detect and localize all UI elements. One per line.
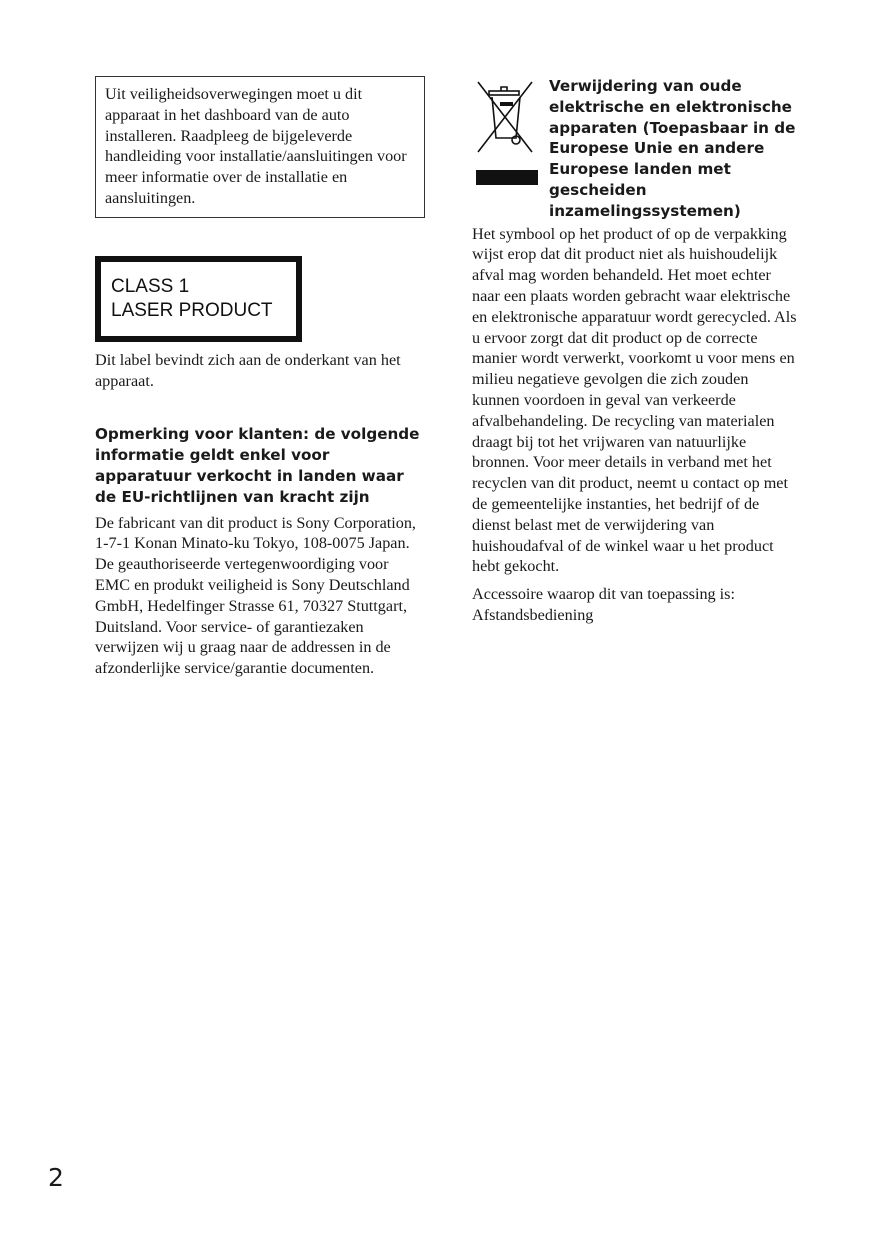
eu-note-body: De fabricant van dit product is Sony Corporation, 1-7-1 Konan Minato-ku Tokyo, 108-0075 Japan. De geauthoriseerde vertegenwoordiging voor EMC en produkt veiligheid is Sony Deutschland GmbH, Hedelfinger Strasse 61, 70327 Stuttgart, Duitsland. Voor service- of garantiezaken verwijzen wij u graag naar de addressen in de afzonderlijke service/garantie documenten. bbox=[95, 513, 416, 678]
weee-header bbox=[472, 76, 797, 222]
right-column bbox=[472, 76, 797, 626]
laser-label-line1: CLASS 1 bbox=[111, 275, 190, 297]
eu-note-heading: Opmerking voor klanten: de volgende informatie geldt enkel voor apparatuur verkocht in landen waar de EU-richtlijnen van kracht zijn bbox=[95, 425, 420, 506]
left-column bbox=[95, 76, 425, 679]
accessory-note: Accessoire waarop dit van toepassing is: Afstandsbediening bbox=[472, 585, 735, 624]
page-number: 2 bbox=[48, 1163, 64, 1192]
laser-class-label bbox=[95, 256, 302, 342]
laser-label-caption: Dit label bevindt zich aan de onderkant van het apparaat. bbox=[95, 350, 401, 390]
safety-notice-box bbox=[95, 76, 425, 218]
laser-label-line2: LASER PRODUCT bbox=[111, 299, 273, 321]
weee-body: Het symbool op het product of op de verpakking wijst erop dat dit product niet als huishoudelijk afval mag worden behandeld. Het moet echter naar een plaats worden gebracht waar elektrische en elektronische apparatuur wordt gerecycled. Als u ervoor zorgt dat dit product op de correcte manier wordt verwerkt, voorkomt u voor mens en milieu negatieve gevolgen die zich zouden kunnen voordoen in geval van verkeerde afvalbehandeling. De recycling van materialen draagt bij tot het vrijwaren van natuurlijke bronnen. Voor meer details in verband met het recyclen van dit product, neemt u contact op met de gemeentelijke instanties, het bedrijf of de dienst belast met de verwijdering van huishoudafval of de winkel waar u het product hebt gekocht. bbox=[472, 224, 797, 576]
safety-notice-text: Uit veiligheidsoverwegingen moet u dit apparaat in het dashboard van de auto installeren. Raadpleeg de bijgeleverde handleiding voor installatie/aansluitingen voor meer informatie over de installatie en aansluitingen. bbox=[105, 85, 407, 207]
crossed-out-wheelie-bin-icon bbox=[472, 78, 542, 188]
weee-heading: Verwijdering van oude elektrische en elektronische apparaten (Toepasbaar in de Europese Unie en andere Europese landen met gescheiden inzamelingssystemen) bbox=[549, 77, 796, 220]
